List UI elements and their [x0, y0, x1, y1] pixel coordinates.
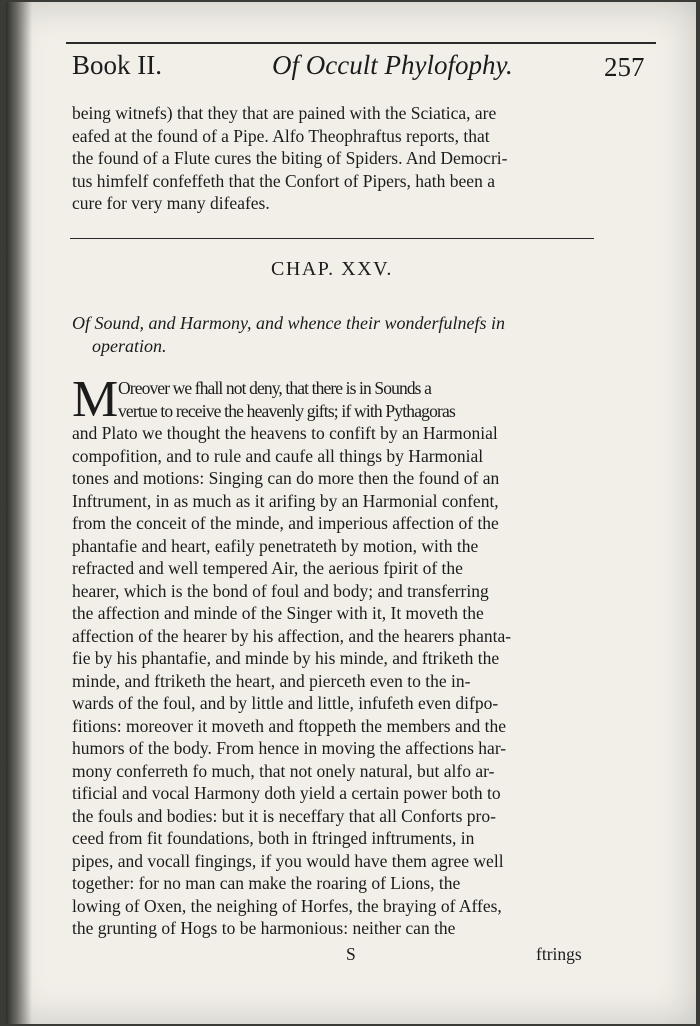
- running-head-book: Book II.: [72, 50, 162, 80]
- catchword: ftrings: [536, 944, 582, 964]
- text-line: tones and motions: Singing can do more then the found of an: [72, 468, 500, 488]
- text-line: Inftrument, in as much as it arifing by an Harmonial confent,: [72, 490, 499, 511]
- text-line: and Plato we thought the heavens to confift by an Harmonial: [72, 423, 498, 443]
- section-rule: [70, 238, 594, 239]
- text-line: together: for no man can make the roaring of Lions, the: [72, 873, 461, 893]
- running-header: [72, 50, 662, 90]
- drop-cap: M: [72, 371, 119, 428]
- text-line: minde, and ftriketh the heart, and pierceth even to the in-: [72, 670, 471, 691]
- text-line: lowing of Oxen, the neighing of Horfes, the braying of Affes,: [72, 895, 502, 916]
- chapter-heading: CHAP. XXV.: [271, 258, 393, 280]
- text-line: ceed from fit foundations, both in ftringed inftruments, in: [72, 828, 475, 848]
- text-line: tificial and vocal Harmony doth yield a certain power both to: [72, 783, 501, 803]
- text-line: eafed at the found of a Pipe. Alfo Theophraftus reports, that: [72, 125, 490, 146]
- text-line: mony conferreth fo much, that not onely natural, but alfo ar-: [72, 760, 495, 781]
- page-binding-shadow: [6, 2, 32, 1024]
- text-line: compofition, and to rule and caufe all things by Harmonial: [72, 445, 484, 466]
- text-line: Oreover we fhall not deny, that there is in Sounds a: [118, 378, 431, 398]
- text-line: refracted and well tempered Air, the aerious fpirit of the: [72, 558, 463, 578]
- text-line: humors of the body. From hence in moving the affections har-: [72, 738, 507, 758]
- chapter-title-line: Of Sound, and Harmony, and whence their wonderfulnefs in: [72, 313, 505, 333]
- running-head-title: Of Occult Phylofophy.: [272, 50, 513, 80]
- text-line: hearer, which is the bond of foul and body; and transferring: [72, 580, 489, 601]
- book-page: [6, 2, 696, 1024]
- chapter-title: [72, 312, 596, 358]
- text-line: tus himfelf confeffeth that the Confort of Pipers, hath been a: [72, 170, 495, 191]
- text-line: fitions: moreover it moveth and ftoppeth the members and the: [72, 715, 506, 736]
- chapter-title-line: operation.: [92, 336, 167, 356]
- lead-paragraph: [72, 102, 592, 215]
- text-line: phantafie and heart, eafily penetrateth by motion, with the: [72, 535, 479, 556]
- text-line: cure for very many difeafes.: [72, 193, 270, 213]
- text-line: vertue to receive the heavenly gifts; if with Pythagoras: [118, 400, 455, 421]
- text-line: affection of the hearer by his affection, and the hearers phanta-: [72, 625, 512, 646]
- text-line: the fouls and bodies: but it is neceffary that all Conforts pro-: [72, 805, 496, 826]
- text-line: fie by his phantafie, and minde by his minde, and ftriketh the: [72, 648, 500, 668]
- text-line: pipes, and vocall fingings, if you would have them agree well: [72, 850, 504, 871]
- text-line: from the conceit of the minde, and imperious affection of the: [72, 513, 499, 533]
- text-line: the affection and minde of the Singer with it, It moveth the: [72, 603, 484, 623]
- signature-mark: S: [346, 944, 356, 964]
- body-paragraph: [72, 371, 592, 940]
- page-number: 257: [604, 52, 645, 82]
- text-line: wards of the foul, and by little and little, infufeth even difpo-: [72, 693, 499, 713]
- text-line: the grunting of Hogs to be harmonious: neither can the: [72, 918, 456, 938]
- text-line: the found of a Flute cures the biting of Spiders. And Democri-: [72, 148, 508, 168]
- text-line: being witnefs) that they that are pained with the Sciatica, are: [72, 103, 497, 123]
- header-rule: [66, 42, 656, 44]
